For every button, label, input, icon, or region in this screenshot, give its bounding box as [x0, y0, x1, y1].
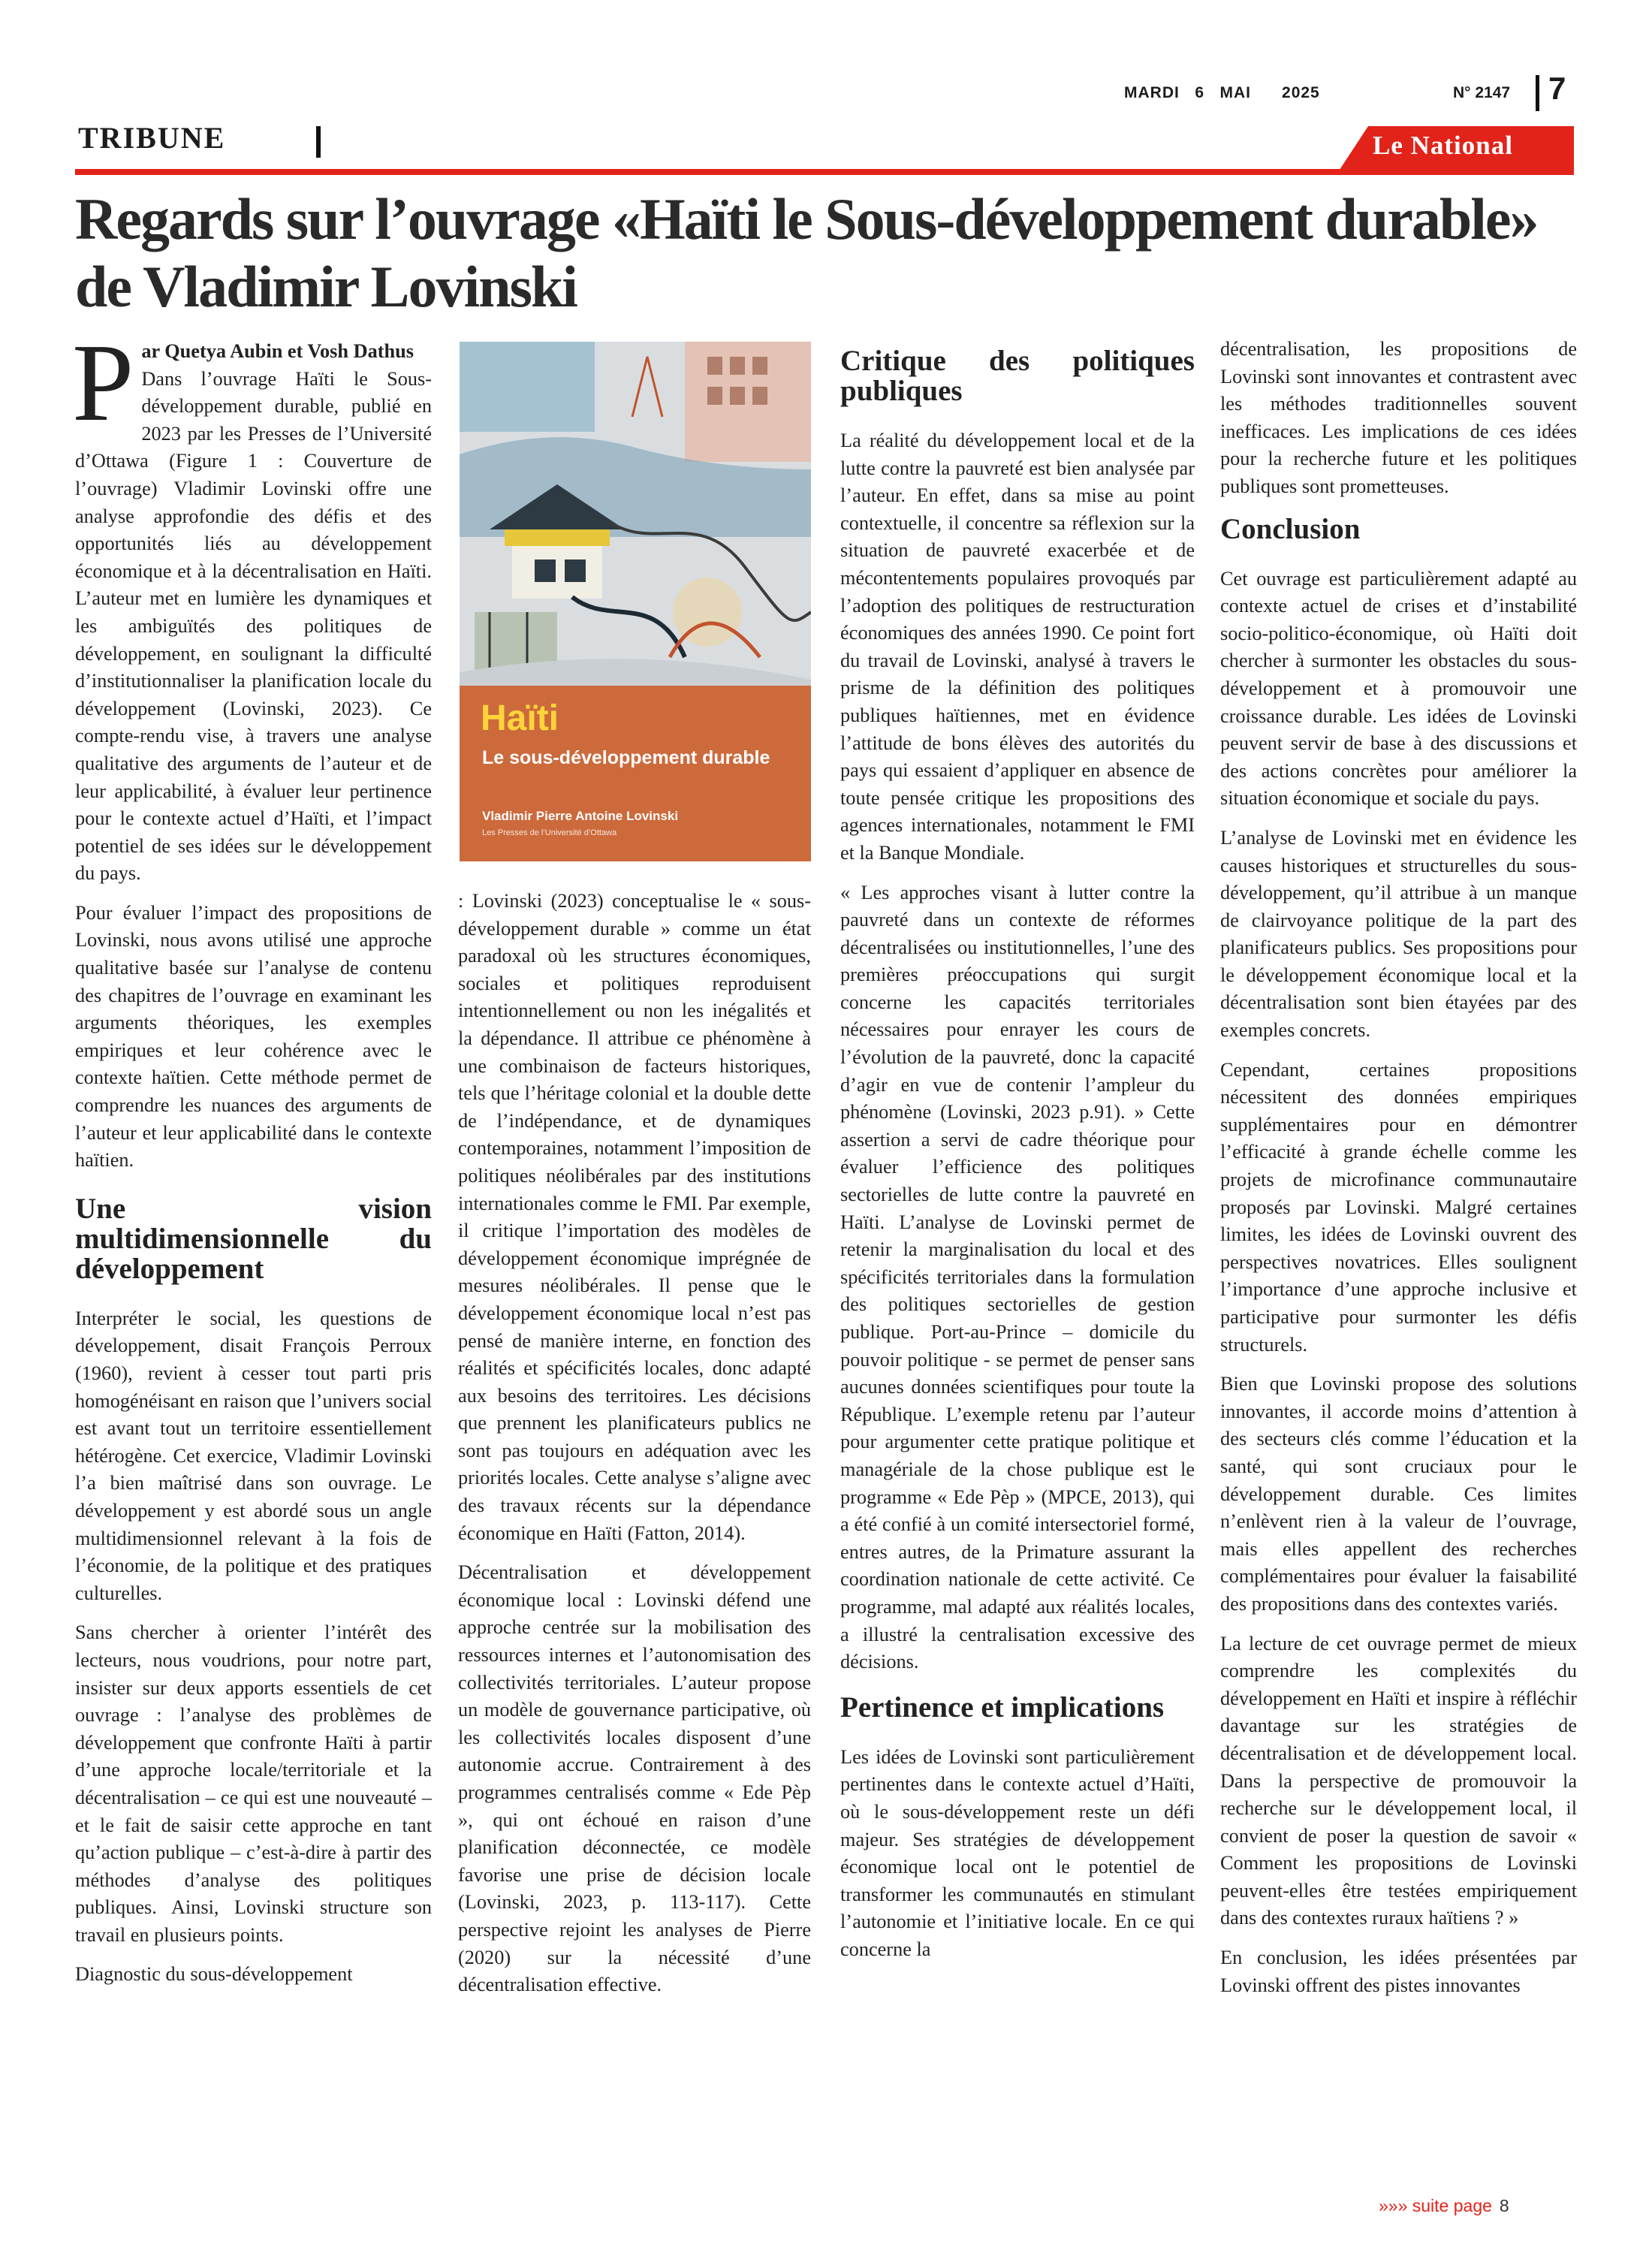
header-rule [75, 169, 1574, 175]
cover-subtitle: Le sous-développement durable [482, 747, 770, 768]
paragraph: L’analyse de Lovinski met en évidence les causes historiques et structurelles du sous-développement, qu’il attribue à un manque de clairvoyance politique de la part des planificateurs publics. Ses propositions pour le développement économique local et la décentralisation sont bien étayées par des exemples concrets. [1220, 826, 1577, 1042]
paragraph: Les idées de Lovinski sont particulièrement pertinentes dans le contexte actuel d’Haïti, où le sous-développement reste un défi majeur. Ses stratégies de développement économique local ont le potentiel de transformer les communautés en stimulant l’autonomie et l’initiative locale. En ce qui concerne la [840, 1745, 1195, 1960]
issue-number: N° 2147 [1453, 84, 1511, 101]
paragraph: Sans chercher à orienter l’intérêt des lecteurs, nous voudrions, pour notre part, insister sur deux apports essentiels de cet ouvrage : l’analyse des problèmes de développement que confronte Haïti à partir d’une approche locale/territoriale et la décentralisation – ce qui est une nouveauté – et le fait de saisir cette approche en tant qu’action publique – c’est-à-dire à partir des méthodes d’analyse des politiques publiques. Ainsi, Lovinski structure son travail en plusieurs points. [75, 1621, 432, 1946]
column-2 [458, 888, 811, 2011]
cover-title: Haïti [481, 698, 559, 738]
section-heading: Critique des politiques publiques [840, 345, 1195, 407]
paragraph: En conclusion, les idées présentées par Lovinski offrent des pistes innovantes [1220, 1947, 1577, 1996]
drop-cap: P [72, 321, 134, 445]
page-number: 7 [1548, 71, 1566, 106]
paragraph: Interpréter le social, les questions de développement, disait François Perroux (1960), revient à cesser tout parti pris homogénéisant en raison que l’univers social est avant tout un territoire essentiellement hétérogène. Cet exercice, Vladimir Lovinski l’a bien maîtrisé dans son ouvrage. Le développement y est abordé sous un angle multidimensionnel relevant à la fois de l’économie, de la politique et des pratiques culturelles. [75, 1307, 432, 1604]
paragraph: Cependant, certaines propositions nécessitent des données empiriques supplémentaires pour en démontrer l’efficacité à grande échelle comme les projets de microfinance communautaire proposés par Lovinski. Malgré certaines limites, les idées de Lovinski ouvrent des perspectives novatrices. Elles soulignent l’importance d’une approche inclusive et participative pour surmonter les défis structurels. [1220, 1058, 1577, 1356]
paragraph: : Lovinski (2023) conceptualise le « sous-développement durable » comme un état paradoxal où les structures économiques, sociales et politiques reproduisent intentionnellement ou non les inégalités et la dépendance. Il attribue ce phénomène à une combinaison de facteurs historiques, tels que l’héritage colonial et la double dette de l’indépendance, et de dynamiques contemporaines, notamment l’imposition de politiques néolibérales par des institutions internationales comme le FMI. Par exemple, il critique l’importation des modèles de développement économique imprégnée de mesures néolibérales. Il pense que le développement économique local n’est pas pensé de manière interne, en fonction des réalités et spécificités locales, donc adapté aux besoins des territoires. Les décisions que prennent les planificateurs publics ne sont pas toujours en adéquation avec les priorités locales. Cette analyse s’aligne avec des travaux récents sur la dépendance économique en Haïti (Fatton, 2014). [458, 890, 811, 1544]
paragraph: Dans l’ouvrage Haïti le Sous-développement durable, publié en 2023 par les Presses de l’Université d’Ottawa (Figure 1 : Couverture de l’ouvrage) Vladimir Lovinski offre une analyse approfondie des défis et des opportunités liés au développement économique et à la décentralisation en Haïti. L’auteur met en lumière les dynamiques et les ambiguïtés des politiques de développement, en soulignant la difficulté d’institutionnaliser la planification locale du développement (Lovinski, 2023). Ce compte-rendu vise, à travers une analyse qualitative des arguments de l’auteur et de leur applicabilité, à évaluer leur pertinence pour le contexte actuel d’Haïti, et l’impact potentiel de ses idées sur le développement du pays. [75, 367, 432, 885]
section-divider [316, 126, 321, 158]
paragraph: Cet ouvrage est particulièrement adapté au contexte actuel de crises et d’instabilité socio-politico-économique, où Haïti doit chercher à surmonter les obstacles du sous-développement et à promouvoir une croissance durable. Les idées de Lovinski peuvent servir de base à des discussions et des actions concrètes pour améliorer la situation économique et sociale du pays. [1220, 567, 1577, 810]
column-4 [1220, 336, 1577, 2011]
cover-publisher: Les Presses de l’Université d’Ottawa [482, 828, 617, 837]
paragraph: Diagnostic du sous-développement [75, 1963, 353, 1986]
header-divider [1536, 75, 1539, 111]
column-3 [840, 342, 1195, 1975]
newspaper-name: Le National [1373, 131, 1513, 160]
paragraph: « Les approches visant à lutter contre la pauvreté dans un contexte de réformes décentralisées ou institutionnelles, l’une des premières préoccupations qui surgit concerne les capacités territoriales nécessaires pour enrayer les cours de l’évolution de la pauvreté, donc la capacité d’agir en vue de contenir l’ampleur du phénomène (Lovinski, 2023 p.91). » Cette assertion a servi de cadre théorique pour évaluer l’efficience des politiques sectorielles de lutte contre la pauvreté en Haïti. L’analyse de Lovinski permet de retenir la marginalisation du local et des spécificités territoriales dans la formulation des politiques sectorielles de gestion publique. Port-au-Prince – domicile du pouvoir politique - se permet de penser sans aucunes données scientifiques pour toute la République. L’exemple retenu par l’auteur pour argumenter cette pratique politique et managériale de la chose publique est le programme « Ede Pèp » (MPCE, 2013), qui a été confié à un comité intersectoriel formé, entres autres, de la Primature assurant la coordination nationale de cette activité. Ce programme, mal adapté aux réalités locales, a illustré la centralisation excessive des décisions. [840, 881, 1195, 1673]
section-heading: Conclusion [1220, 512, 1361, 545]
cover-author: Vladimir Pierre Antoine Lovinski [482, 809, 679, 823]
section-label: TRIBUNE [78, 121, 226, 155]
issue-date: MARDI 6 MAI 2025 [1124, 84, 1320, 101]
paragraph: La lecture de cet ouvrage permet de mieux comprendre les complexités du développement en Haïti et inspire à réfléchir davantage sur les stratégies de décentralisation et de développement local. Dans la perspective de promouvoir la recherche sur le développement local, il convient de poser la question de savoir « Comment les propositions de Lovinski peuvent-elles être testées empiriquement dans des contextes ruraux haïtiens ? » [1220, 1632, 1577, 1929]
article-title: Regards sur l’ouvrage «Haïti le Sous-développement durable» de Vladimir Lovinski [75, 186, 1538, 319]
continued-page-number: 8 [1499, 2196, 1509, 2215]
paragraph: Pour évaluer l’impact des propositions de Lovinski, nous avons utilisé une approche qualitative basée sur l’analyse de contenu des chapitres de l’ouvrage en examinant les arguments théoriques, les exemples empiriques et leur cohérence avec le contexte haïtien. Cette méthode permet de comprendre les nuances des arguments de l’auteur et leur applicabilité dans le contexte haïtien. [75, 901, 432, 1172]
paragraph: Décentralisation et développement économique local : Lovinski défend une approche centrée sur la mobilisation des ressources internes et l’autonomisation des collectivités territoriales. L’auteur propose un modèle de gouvernance participative, où les collectivités locales disposent d’une autonomie accrue. Contrairement à des programmes centralisés comme « Ede Pèp », qui ont échoué en raison d’une planification déconnectée, ce modèle favorise une prise de décision locale (Lovinski, 2023, p. 113-117). Cette perspective rejoint les analyses de Pierre (2020) sur la nécessité d’une décentralisation effective. [458, 1561, 811, 1996]
book-cover-image [460, 342, 811, 861]
continued-link[interactable] [1379, 2196, 1509, 2216]
column-1 [72, 321, 432, 2001]
paragraph: décentralisation, les propositions de Lovinski sont innovantes et contrastent avec les méthodes traditionnelles souvent inefficaces. Les implications de ces idées pour la recherche future et les politiques publiques sont prometteuses. [1220, 338, 1577, 497]
section-heading: Pertinence et implications [840, 1691, 1165, 1724]
byline: ar Quetya Aubin et Vosh Dathus [141, 340, 414, 362]
section-heading: Une vision multidimensionnelle du développement [75, 1192, 432, 1285]
paragraph: La réalité du développement local et de la lutte contre la pauvreté est bien analysée par l’auteur. En effet, dans sa mise au point contextuelle, il concentre sa réflexion sur la situation de pauvreté exacerbée et de mécontentements populaires provoqués par l’adoption des politiques de restructuration économiques des années 1990. Ce point fort du travail de Lovinski, analysé à travers le prisme de la définition des politiques publiques haïtiennes, met en évidence l’attitude de bons élèves des autorités du pays qui essaient d’appliquer en absence de toute pensée critique les propositions des agences internationales, notamment le FMI et la Banque Mondiale. [840, 430, 1195, 864]
paragraph: Bien que Lovinski propose des solutions innovantes, il accorde moins d’attention à des secteurs clés comme l’éducation et la santé, qui sont cruciaux pour le développement durable. Ces limites n’enlèvent rien à la valeur de l’ouvrage, mais elles appellent des recherches complémentaires pour évaluer la faisabilité des propositions dans des contextes variés. [1220, 1373, 1577, 1615]
continued-label: »»» suite page [1379, 2196, 1492, 2215]
